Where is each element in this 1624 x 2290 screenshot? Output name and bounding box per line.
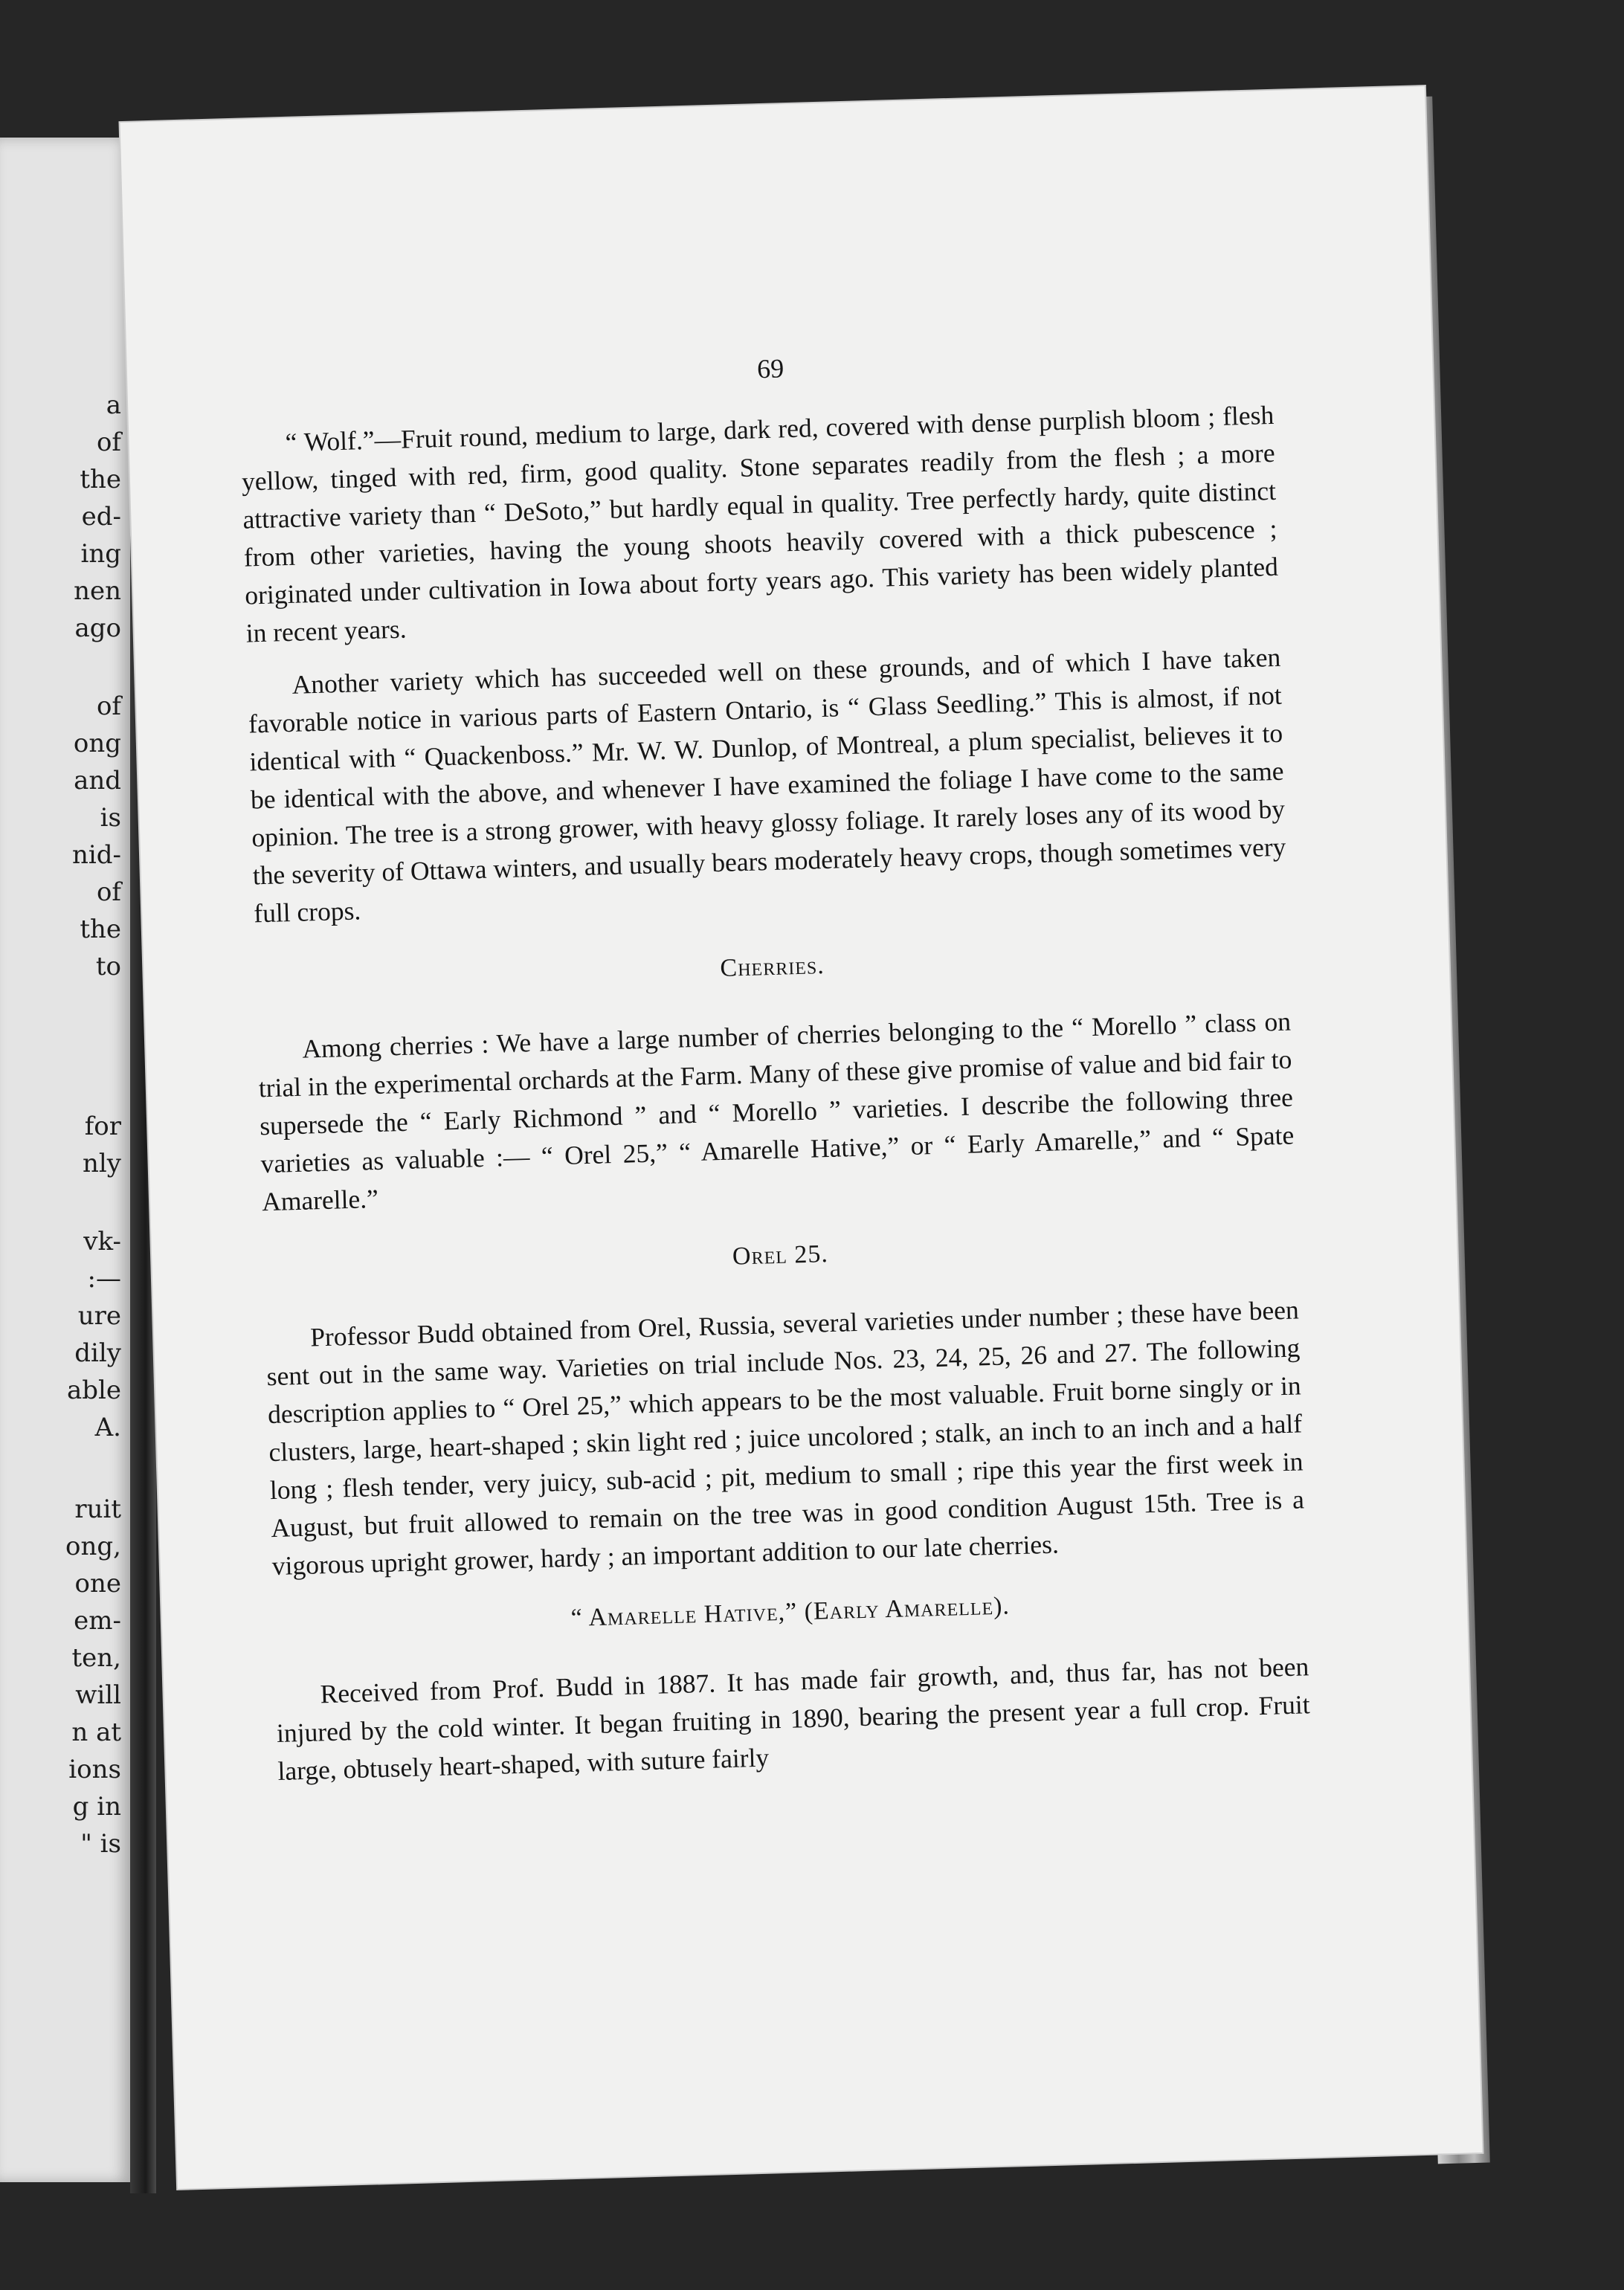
amarelle-paragraph: Received from Prof. Budd in 1887. It has made fair growth, and, thus far, has not been injured by the cold winter. It began fruiting in 1890, bearing the present year a full crop. Fruit large, obtusely heart-shaped, with suture fairly [276,1651,1311,1786]
left-fragment: of [96,691,121,721]
left-fragment: ure [77,1301,121,1331]
left-fragment: will [75,1680,121,1710]
left-fragment: for [84,1112,121,1141]
page-text [239,336,1312,1805]
left-fragment: ong, [65,1532,121,1561]
cherries-paragraph: Among cherries : We have a large number of cherries belonging to the “ Morello ” class on trial in the experimental orchards at the Farm. Many of these give promise of value and bid fair to supersede the “ Early Richmond ” and “ Morello ” varieties. I describe the following three varieties as valuable :— “ Orel 25,” “ Amarelle Hative,” or “ Early Amarelle,” and “ Spate Amarelle.” [258,1006,1295,1217]
left-fragment: is [100,803,121,833]
left-fragment: nen [74,576,121,606]
glass-seedling-paragraph: Another variety which has succeeded well on these grounds, and of which I have taken favorable notice in various parts of Eastern Ontario, is “ Glass Seedling.” This is almost, if not identical with “ Quackenboss.” Mr. W. W. Dunlop, of Montreal, a plum specialist, believes it to be identical with the above, and whenever I have examined the foliage I have come to the same opinion. The tree is a strong grower, with heavy glossy foliage. It rarely loses any of its wood by the severity of Ottawa winters, and usually bears moderately heavy crops, though sometimes very full crops. [248,642,1286,929]
left-fragment: a [106,390,121,420]
left-fragment: dily [74,1338,121,1368]
left-fragment: g in [72,1792,121,1822]
left-fragment: and [74,766,121,796]
left-fragment: of [96,877,121,907]
left-fragment: ions [68,1755,121,1784]
orel-heading: Orel 25. [732,1240,829,1271]
previous-page-sliver [0,138,130,2182]
left-fragment: ed- [81,502,121,532]
left-fragment: of [96,428,121,457]
left-fragment: able [66,1375,121,1405]
left-fragment: A. [94,1413,121,1442]
orel-paragraph: Professor Budd obtained from Orel, Russia, several varieties under number ; these have been sent out in the same way. Varieties on trial include Nos. 23, 24, 25, 26 and 27. The following description applies to “ Orel 25,” which appears to be the most valuable. Fruit borne singly or in clusters, large, heart-shaped ; skin light red ; juice uncolored ; stalk, an inch to an inch and a half long ; flesh tender, very juicy, sub-acid ; pit, medium to small ; ripe this year the first week in August, but fruit allowed to remain on the tree was in good condition August 15th. Tree is a vigorous upright grower, hardy ; an important addition to our late cherries. [266,1294,1305,1581]
left-fragment: ago [74,613,121,643]
main-page [120,86,1483,2189]
left-fragment: the [80,915,121,944]
wolf-paragraph: “ Wolf.”—Fruit round, medium to large, dark red, covered with dense purplish bloom ; flesh yellow, tinged with red, firm, good quality. Stone separates readily from the flesh ; a more attractive variety than “ DeSoto,” but hardly equal in quality. Tree perfectly hardy, quite distinct from other varieties, having the young shoots heavily covered with a thick pubescence ; originated under cultivation in Iowa about forty years ago. This variety has been widely planted in recent years. [241,399,1279,648]
left-fragment: one [74,1569,121,1599]
cherries-heading: Cherries. [719,952,825,982]
left-fragment: ten, [71,1643,121,1673]
left-fragment: :— [87,1264,121,1294]
left-fragment: " is [80,1829,121,1859]
left-fragment: nly [83,1149,121,1178]
left-fragment: ong [73,729,121,758]
left-fragment: to [95,952,121,981]
page-number: 69 [756,353,784,384]
left-fragment: nid- [71,840,121,870]
amarelle-heading: “ Amarelle Hative,” (Early Amarelle). [570,1592,1011,1632]
left-fragment: em- [74,1606,121,1636]
left-fragment: ruit [74,1494,121,1524]
left-fragment: the [80,465,121,494]
left-fragment: vk- [83,1227,121,1257]
left-fragment: n at [71,1718,121,1747]
left-fragment: ing [80,539,121,569]
